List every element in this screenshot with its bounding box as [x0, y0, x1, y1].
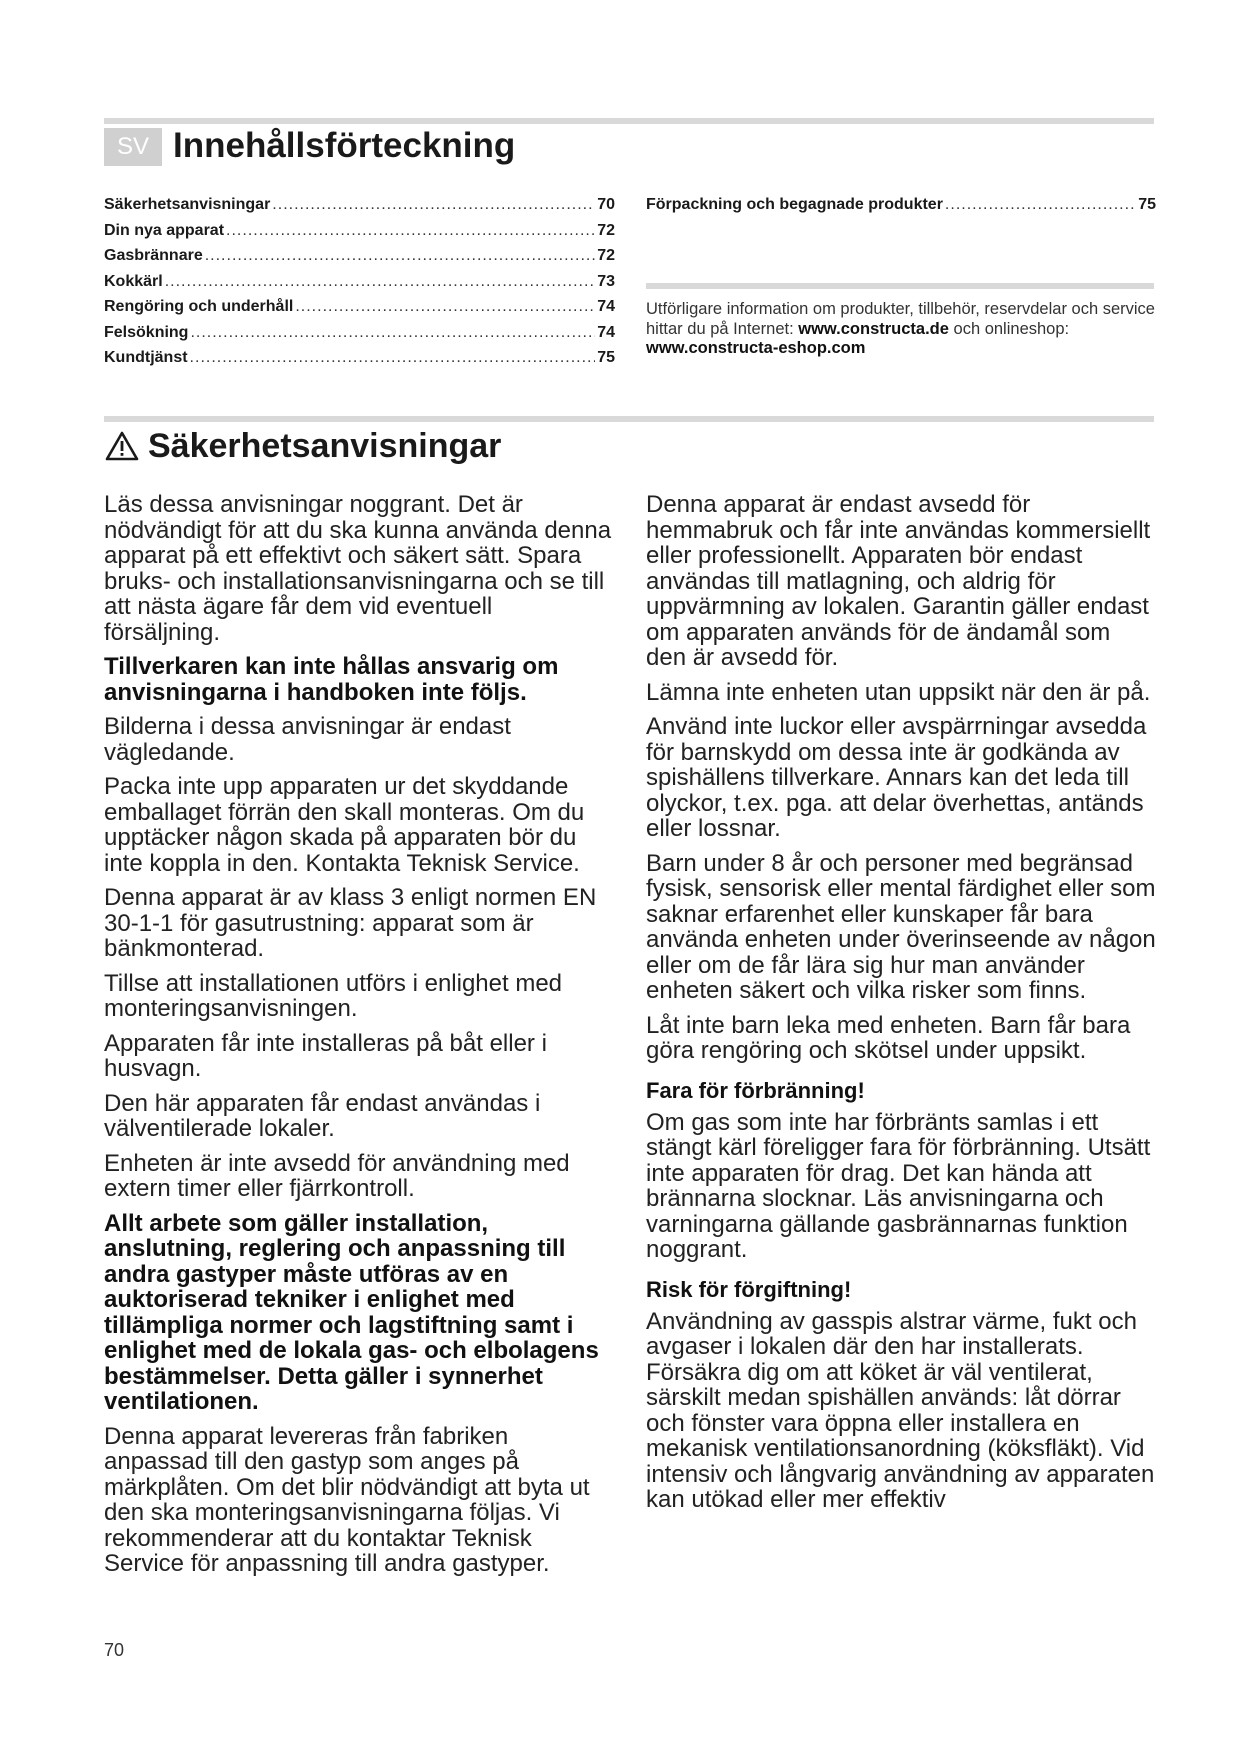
paragraph: Om gas som inte har förbränts samlas i ett stängt kärl föreligger fara för förbränning. Utsätt inte apparaten för drag. Det kan hända att brännarna slocknar. Läs anvisningarna och varningarna gällande gasbrännarnas funktion noggrant.	[646, 1108, 1151, 1263]
paragraph: Denna apparat är av klass 3 enligt normen EN 30-1-1 för gasutrustning: apparat som är bänkmonterad.	[104, 884, 597, 962]
paragraph: Packa inte upp apparaten ur det skyddande emballaget förrän den skall monteras. Om du upptäcker någon skada på apparaten bör du inte koppla in den. Kontakta Teknisk Service.	[104, 773, 585, 877]
toc-entry-page: 74	[597, 298, 615, 315]
paragraph: Apparaten får inte installeras på båt eller i husvagn.	[104, 1029, 547, 1082]
toc-entry-page: 70	[597, 196, 615, 213]
toc-right-column	[646, 192, 1156, 218]
toc-entry-label: Din nya apparat	[104, 221, 225, 239]
paragraph: Den här apparaten får endast användas i välventilerade lokaler.	[104, 1089, 541, 1142]
toc-entry-label: Kokkärl	[104, 272, 163, 290]
info-rule	[646, 283, 1154, 289]
subsection-heading: Fara för förbränning!	[646, 1077, 865, 1103]
toc-entry[interactable]	[104, 192, 615, 218]
info-text-2: och onlineshop:	[948, 319, 1070, 338]
warning-triangle-icon	[104, 430, 140, 462]
toc-entry-page: 72	[597, 221, 615, 239]
toc-entry-page: 75	[1138, 196, 1156, 213]
toc-left-column	[104, 192, 615, 371]
paragraph: Tillse att installationen utförs i enlighet med monteringsanvisningen.	[104, 969, 563, 1022]
paragraph: Användning av gasspis alstrar värme, fukt och avgaser i lokalen där den har installerats. Försäkra dig om att köket är väl ventilerat, särskilt medan spishällen används: låt dörrar och fönster vara öppna eller installera en mekanisk ventilationsanordning (köksfläkt). Vid intensiv och långvarig användning av apparaten kan utökad eller mer effektiv	[646, 1307, 1155, 1513]
constructa-eshop-link[interactable]: www.constructa-eshop.com	[646, 339, 866, 357]
language-badge: SV	[104, 128, 162, 166]
paragraph: Bilderna i dessa anvisningar är endast vägledande.	[104, 713, 511, 766]
paragraph: Denna apparat är endast avsedd för hemmabruk och får inte användas kommersiellt eller professionellt. Apparaten bör endast användas till matlagning, och aldrig för uppvärmning av lokalen. Garantin gäller endast om apparaten används för de ändamål som den är avsedd för.	[646, 491, 1151, 671]
toc-entry-page: 75	[597, 349, 615, 366]
toc-entry-label: Felsökning	[104, 323, 189, 341]
info-text	[646, 300, 1156, 359]
paragraph: Låt inte barn leka med enheten. Barn får bara göra rengöring och skötsel under uppsikt.	[646, 1011, 1131, 1064]
toc-entry[interactable]	[104, 320, 615, 346]
toc-leader-dots	[190, 345, 596, 371]
toc-entry-page: 74	[597, 323, 615, 341]
toc-entry[interactable]	[104, 294, 615, 320]
toc-title: Innehållsförteckning	[173, 126, 516, 165]
paragraph: Barn under 8 år och personer med begränsad fysisk, sensorisk eller mental färdighet eller som saknar erfarenhet eller kunskaper får bara använda enheten under överinseende av någon eller om de får lära sig hur man använder enheten säkert och vilka risker som finns.	[646, 849, 1156, 1004]
toc-leader-dots	[945, 192, 1136, 218]
toc-leader-dots	[295, 294, 595, 320]
toc-entry[interactable]	[104, 269, 615, 295]
toc-entry-label: Gasbrännare	[104, 247, 203, 264]
toc-entry[interactable]	[104, 345, 615, 371]
paragraph: Läs dessa anvisningar noggrant. Det är nödvändigt för att du ska kunna använda denna apparat på ett effektivt och säkert sätt. Spara bruks- och installationsanvisningarna och se till att nästa ägare får dem vid eventuell försäljning.	[104, 491, 612, 646]
safety-right-column	[646, 492, 1156, 1522]
toc-leader-dots	[165, 269, 596, 295]
toc-entry[interactable]	[646, 192, 1156, 218]
toc-entry-label: Kundtjänst	[104, 349, 188, 366]
toc-entry-label: Rengöring och underhåll	[104, 298, 294, 315]
safety-left-column	[104, 492, 614, 1586]
toc-entry-page: 73	[597, 272, 615, 290]
toc-leader-dots	[190, 320, 595, 346]
subsection-heading: Risk för förgiftning!	[646, 1276, 852, 1302]
info-text-1: Utförligare information om produkter, tillbehör, reservdelar och service hittar du på Internet:	[646, 300, 1155, 338]
toc-entry[interactable]	[104, 218, 615, 244]
paragraph: Enheten är inte avsedd för användning med extern timer eller fjärrkontroll.	[104, 1149, 570, 1202]
paragraph: Lämna inte enheten utan uppsikt när den är på.	[646, 678, 1151, 706]
toc-entry-page: 72	[597, 247, 615, 264]
toc-leader-dots	[205, 243, 595, 269]
constructa-link[interactable]: www.constructa.de	[798, 319, 949, 338]
toc-entry-label: Säkerhetsanvisningar	[104, 196, 271, 213]
paragraph: Använd inte luckor eller avspärrningar avsedda för barnskydd om dessa inte är godkända av spishällens tillverkare. Annars kan det leda till olyckor, t.ex. pga. att delar överhettas, antänds eller lossnar.	[646, 713, 1147, 842]
bold-paragraph: Allt arbete som gäller installation, anslutning, reglering och anpassning till andra gastyper måste utföras av en auktoriserad tekniker i enlighet med tillämpliga normer och lagstiftning samt i enlighet med de lokala gas- och elbolagens bestämmelser. Detta gäller i synnerhet ventilationen.	[104, 1209, 599, 1415]
bold-paragraph: Tillverkaren kan inte hållas ansvarig om anvisningarna i handboken inte följs.	[104, 653, 559, 706]
toc-entry-label: Förpackning och begagnade produkter	[646, 196, 943, 213]
toc-leader-dots	[272, 192, 595, 218]
paragraph: Denna apparat levereras från fabriken anpassad till den gastyp som anges på märkplåten. Om det blir nödvändigt att byta ut den ska monteringsanvisningarna följas. Vi rekommenderar att du kontaktar Teknisk Service för anpassning till andra gastyper.	[104, 1422, 590, 1577]
toc-leader-dots	[226, 218, 595, 244]
safety-heading-text: Säkerhetsanvisningar	[148, 427, 502, 465]
safety-heading	[104, 424, 501, 468]
safety-top-rule	[104, 416, 1154, 422]
toc-entry[interactable]	[104, 243, 615, 269]
page-number: 70	[104, 1640, 125, 1660]
